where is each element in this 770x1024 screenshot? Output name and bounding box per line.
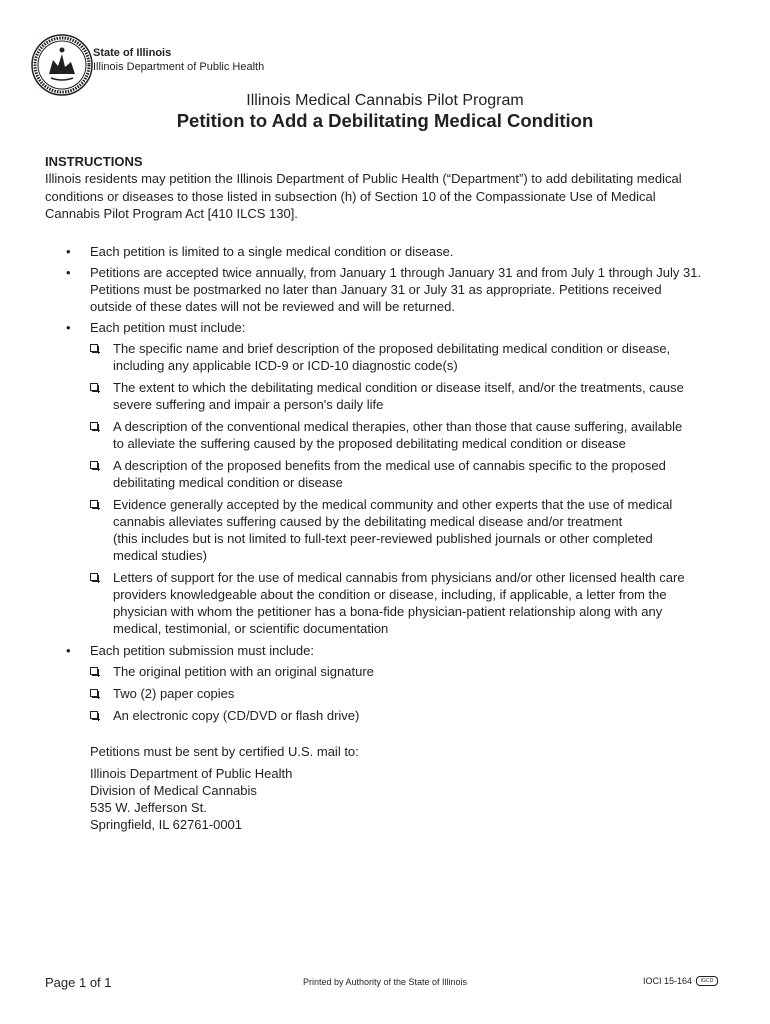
- bullet-item: [0, 243, 730, 260]
- bullet-line: outside of these dates will not be reviewed and will be returned.: [90, 299, 455, 314]
- checkbox-icon: [90, 711, 98, 719]
- checklist-line: severe suffering and impair a person's daily life: [113, 397, 384, 412]
- checkbox-icon: [90, 344, 98, 352]
- agency-department: Illinois Department of Public Health: [93, 61, 265, 73]
- checklist-line: The original petition with an original signature: [113, 664, 374, 679]
- instructions-intro: [45, 170, 735, 223]
- bullet-line: Petitions are accepted twice annually, from January 1 through January 31 and from July 1 through July 31.: [90, 265, 702, 280]
- intro-line: conditions or diseases to those listed in subsection (h) of Section 10 of the Compassionate Use of Medical: [45, 188, 656, 204]
- page-title: Petition to Add a Debilitating Medical Condition: [176, 110, 594, 131]
- bullet-line: Petitions must be postmarked no later than January 31 or July 31 as appropriate. Petitions received: [90, 282, 662, 297]
- checklist-line: The specific name and brief description of the proposed debilitating medical condition or disease,: [113, 341, 671, 356]
- checklist-line: medical studies): [113, 548, 207, 563]
- checklist-item: [0, 663, 730, 680]
- mailing-address: [90, 765, 292, 833]
- bullet-line: Each petition submission must include:: [90, 643, 315, 658]
- checklist-line: Two (2) paper copies: [113, 686, 235, 701]
- bullet-icon: •: [66, 643, 71, 658]
- checkbox-icon: [90, 667, 98, 675]
- checklist-line: An electronic copy (CD/DVD or flash drive): [113, 708, 360, 723]
- checklist-item: [0, 340, 730, 374]
- checklist-item: [0, 707, 730, 724]
- checklist-line: cannabis alleviates suffering caused by the debilitating medical disease and/or treatment: [113, 514, 623, 529]
- bullet-item: [0, 642, 730, 659]
- checklist-line: A description of the proposed benefits from the medical use of cannabis specific to the proposed: [113, 458, 666, 473]
- program-name: Illinois Medical Cannabis Pilot Program: [246, 92, 524, 109]
- address-line: Illinois Department of Public Health: [90, 766, 293, 781]
- checklist-item: [0, 685, 730, 702]
- checklist-item: [0, 379, 730, 413]
- checkbox-icon: [90, 461, 98, 469]
- checkbox-icon: [90, 500, 98, 508]
- address-line: Springfield, IL 62761-0001: [90, 817, 243, 832]
- bullet-line: Each petition must include:: [90, 320, 246, 335]
- checkbox-icon: [90, 422, 98, 430]
- intro-line: Illinois residents may petition the Illinois Department of Public Health (“Department”) to add debilitating medical: [45, 171, 682, 186]
- checklist-item: [0, 496, 730, 564]
- state-seal-icon: [31, 34, 93, 96]
- form-code-block: [643, 976, 718, 986]
- checklist-line: including any applicable ICD-9 or ICD-10 diagnostic code(s): [113, 358, 458, 373]
- checklist-item: [0, 418, 730, 452]
- must-include-list: [0, 340, 770, 637]
- checklist-line: The extent to which the debilitating medical condition or disease itself, and/or the treatments, cause: [113, 380, 684, 395]
- checkbox-icon: [90, 383, 98, 391]
- mailing-intro: Petitions must be sent by certified U.S. mail to:: [90, 744, 359, 759]
- checklist-line: Letters of support for the use of medical cannabis from physicians and/or other licensed health care: [113, 570, 685, 585]
- checklist-line: Evidence generally accepted by the medical community and other experts that the use of medical: [113, 497, 673, 512]
- checklist-line: physician with whom the petitioner has a bona-fide physician-patient relationship along with any: [113, 604, 663, 619]
- checkbox-icon: [90, 689, 98, 697]
- intro-line: Cannabis Pilot Program Act [410 ILCS 130].: [45, 206, 298, 221]
- address-line: Division of Medical Cannabis: [90, 783, 257, 798]
- agency-block: [93, 46, 264, 74]
- instructions-heading: INSTRUCTIONS: [45, 154, 143, 169]
- page-number: Page 1 of 1: [45, 975, 112, 990]
- checklist-line: debilitating medical condition or disease: [113, 475, 343, 490]
- submission-include-list: [0, 663, 770, 724]
- bullet-icon: •: [66, 244, 71, 259]
- bullet-line: Each petition is limited to a single medical condition or disease.: [90, 244, 454, 259]
- checklist-line: to alleviate the suffering caused by the proposed debilitating medical condition or disease: [113, 436, 626, 451]
- checklist-item: [0, 569, 730, 637]
- form-code: IOCI 15-164: [643, 976, 693, 986]
- union-bug-icon: IGCD: [696, 976, 718, 986]
- checklist-item: [0, 457, 730, 491]
- checklist-line: A description of the conventional medical therapies, other than those that cause suffering, available: [113, 419, 683, 434]
- address-line: 535 W. Jefferson St.: [90, 800, 207, 815]
- bullet-item: [0, 319, 730, 336]
- bullet-item: [0, 264, 730, 315]
- bullet-icon: •: [66, 265, 71, 280]
- checklist-line: (this includes but is not limited to full-text peer-reviewed published journals or other completed: [113, 531, 653, 546]
- agency-state: State of Illinois: [93, 47, 172, 59]
- instructions-list: [0, 243, 770, 729]
- printing-authority: Printed by Authority of the State of Illinois: [302, 977, 468, 987]
- checklist-line: medical, testimonial, or scientific documentation: [113, 621, 389, 636]
- bullet-icon: •: [66, 320, 71, 335]
- checklist-line: providers knowledgeable about the condition or disease, including, if applicable, a letter from the: [113, 587, 667, 602]
- checkbox-icon: [90, 573, 98, 581]
